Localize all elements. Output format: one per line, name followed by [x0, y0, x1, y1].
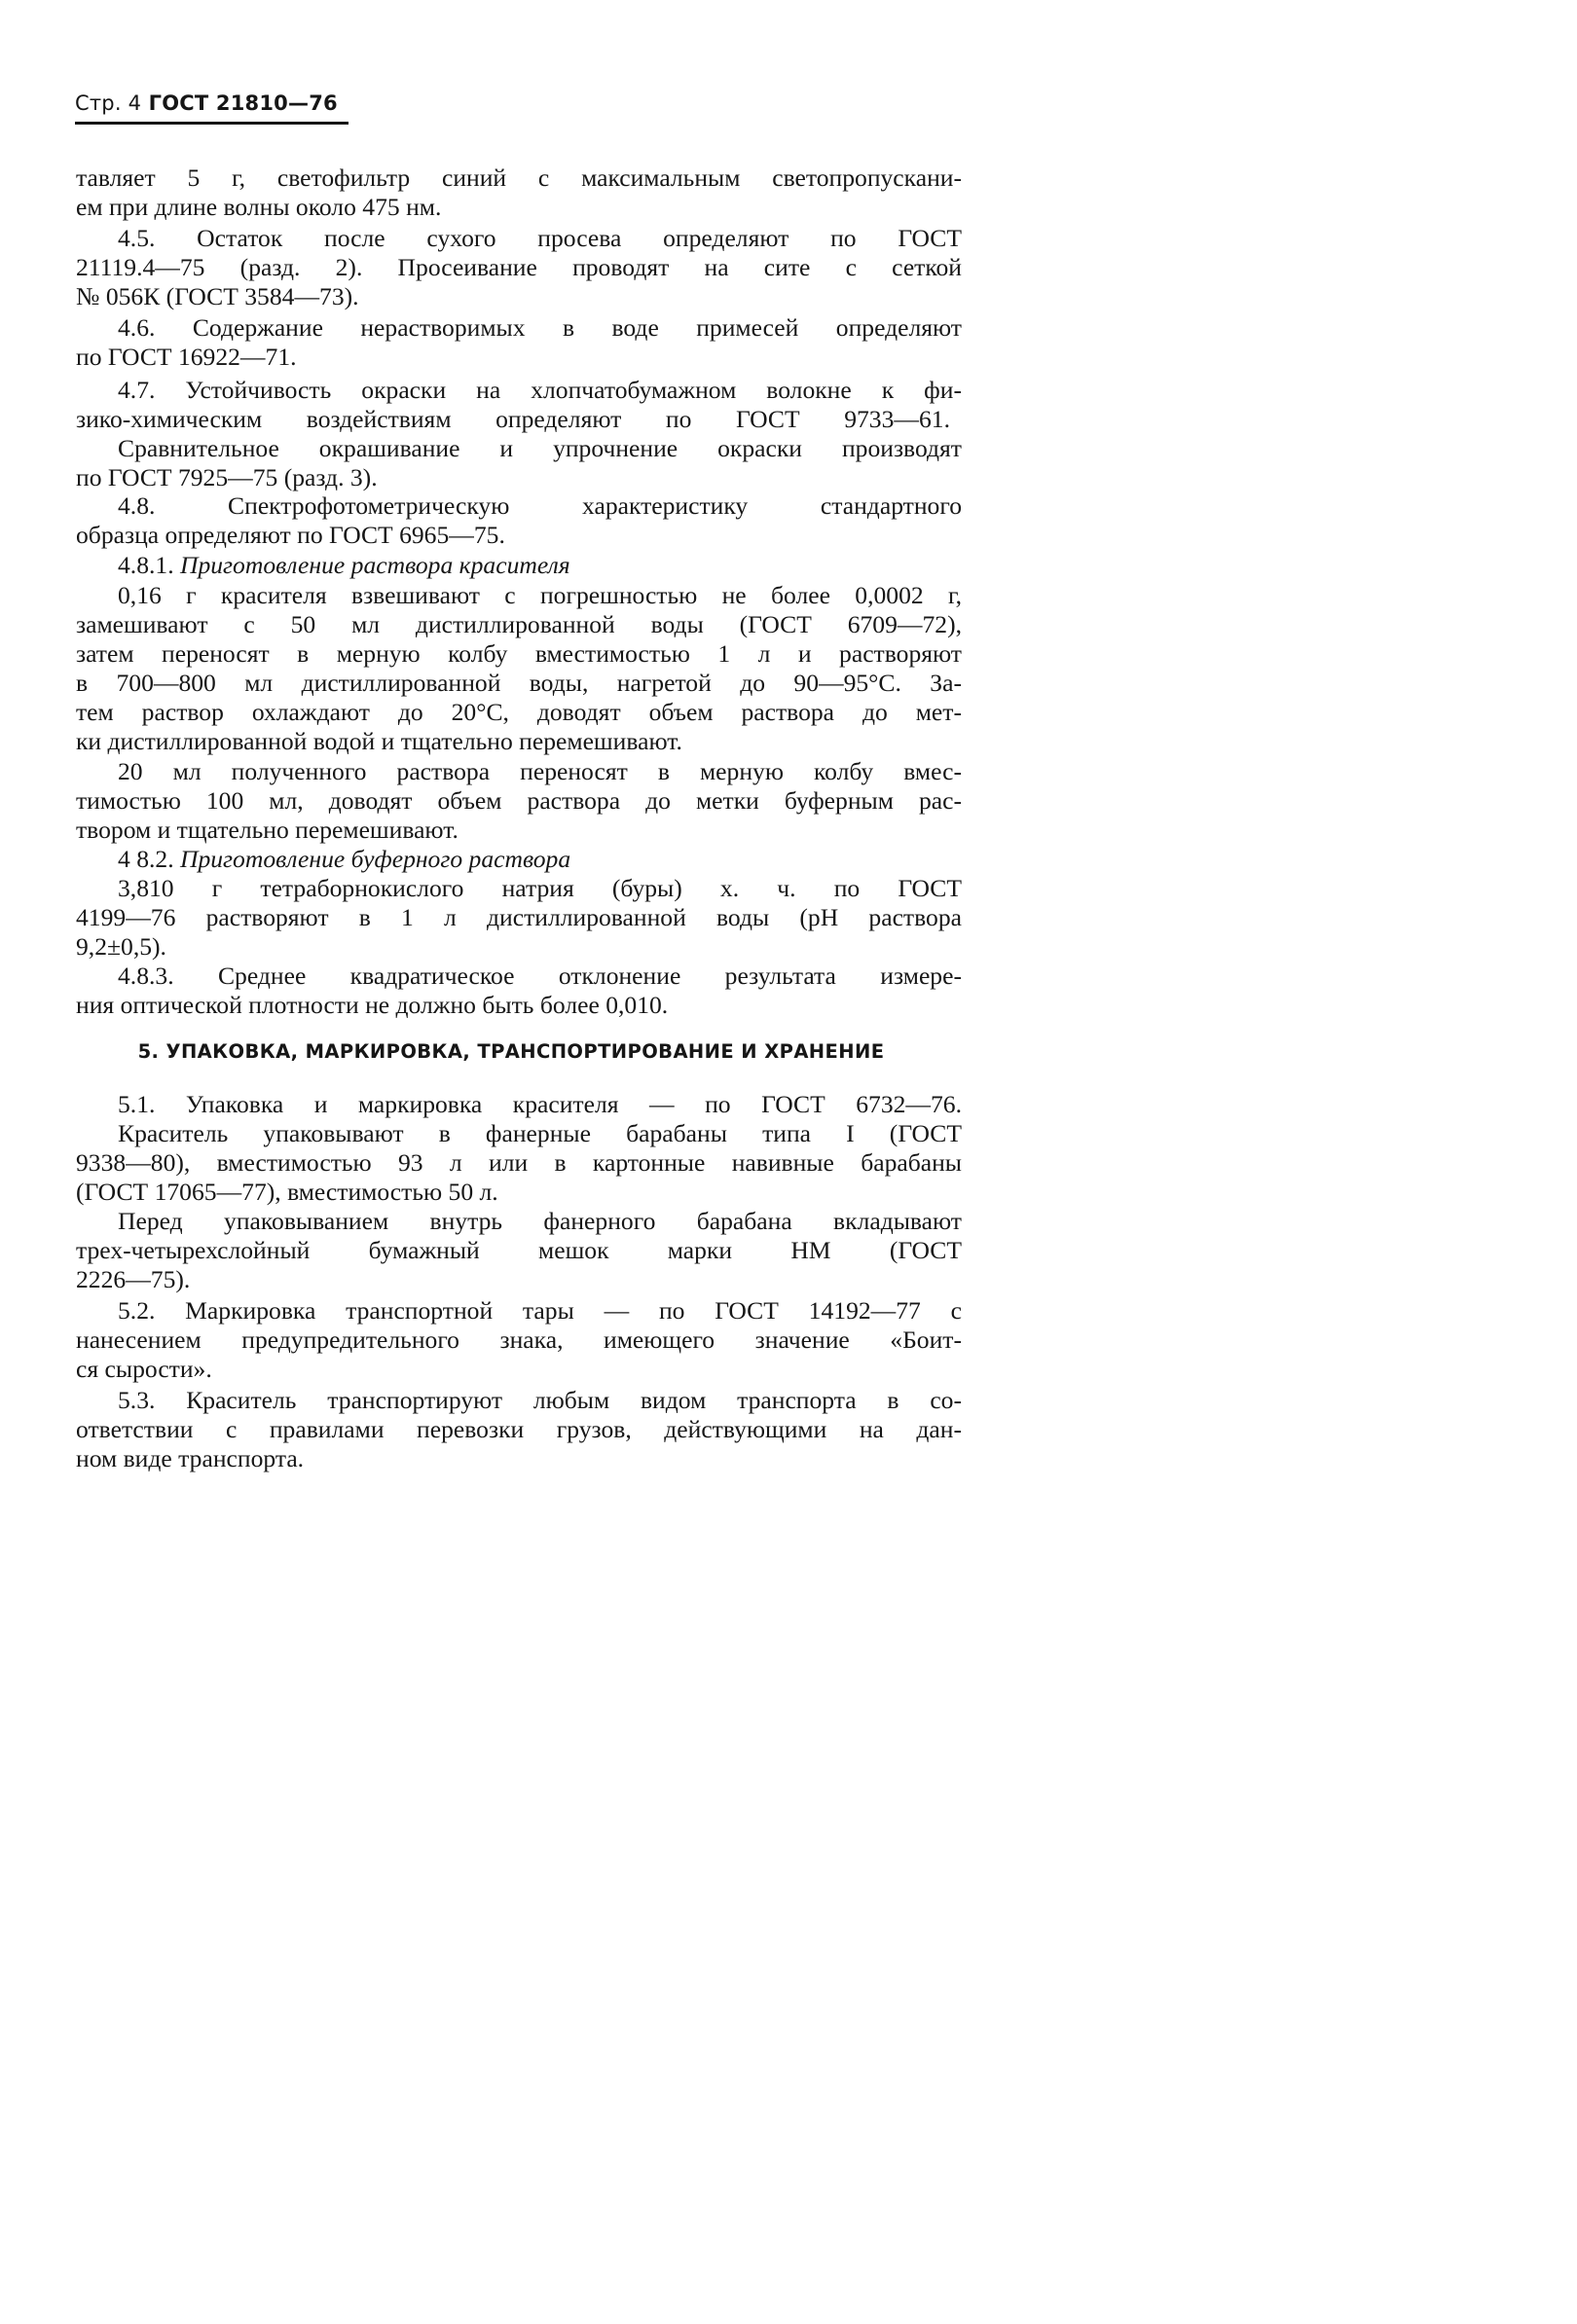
- text-line: замешивают с 50 мл дистиллированной воды (ГОСТ 6709—72),: [76, 610, 962, 638]
- subsection-title: Приготовление раствора красителя: [179, 551, 570, 579]
- text-line: 9338—80), вместимостью 93 л или в картонные навивные барабаны: [76, 1148, 962, 1177]
- text-line: тавляет 5 г, светофильтр синий с максимальным светопропускани-: [76, 163, 962, 192]
- text-line: 4.5. Остаток после сухого просева определяют по ГОСТ: [118, 224, 962, 252]
- text-line: по ГОСТ 16922—71.: [76, 343, 297, 371]
- header-rule: [75, 122, 348, 125]
- text-line: 5.3. Краситель транспортируют любым видом транспорта в со-: [118, 1386, 962, 1414]
- text-line: 4.7. Устойчивость окраски на хлопчатобумажном волокне к фи-: [118, 376, 962, 404]
- text-line: по ГОСТ 7925—75 (разд. 3).: [76, 463, 378, 491]
- text-line: ки дистиллированной водой и тщательно перемешивают.: [76, 727, 682, 755]
- page-header: [75, 91, 338, 115]
- subsection-4-8-2: [118, 845, 1004, 874]
- text-line: ся сырости».: [76, 1355, 212, 1383]
- text-line: ния оптической плотности не должно быть более 0,010.: [76, 991, 669, 1019]
- text-line: 20 мл полученного раствора переносят в мерную колбу вмес-: [118, 757, 962, 785]
- text-line: образца определяют по ГОСТ 6965—75.: [76, 521, 505, 549]
- text-line: Перед упаковыванием внутрь фанерного барабана вкладывают: [118, 1207, 962, 1235]
- text-line: в 700—800 мл дистиллированной воды, нагретой до 90—95°С. За-: [76, 669, 962, 697]
- text-line: 5.1. Упаковка и маркировка красителя — по ГОСТ 6732—76.: [118, 1090, 962, 1118]
- text-line: ном виде транспорта.: [76, 1444, 305, 1472]
- text-line: нанесением предупредительного знака, имеющего значение «Боит-: [76, 1325, 962, 1354]
- text-line: зико-химическим воздействиям определяют по ГОСТ 9733—61.: [76, 405, 950, 433]
- text-line: 9,2±0,5).: [76, 932, 166, 961]
- text-line: № 056К (ГОСТ 3584—73).: [76, 282, 359, 310]
- text-line: 21119.4—75 (разд. 2). Просеивание проводят на сите с сеткой: [76, 253, 962, 281]
- text-line: 0,16 г красителя взвешивают с погрешностью не более 0,0002 г,: [118, 581, 962, 609]
- subsection-number: 4.8.1.: [118, 551, 180, 579]
- document-page: [0, 0, 1022, 1518]
- section-5-heading: 5. УПАКОВКА, МАРКИРОВКА, ТРАНСПОРТИРОВАНИЕ И ХРАНЕНИЕ: [137, 1040, 885, 1063]
- subsection-title: Приготовление буферного раствора: [179, 845, 571, 873]
- text-line: твором и тщательно перемешивают.: [76, 816, 458, 844]
- text-line: 3,810 г тетраборнокислого натрия (буры) х. ч. по ГОСТ: [118, 874, 962, 902]
- text-line: тимостью 100 мл, доводят объем раствора до метки буферным рас-: [76, 786, 962, 815]
- page-label: Стр. 4: [75, 91, 142, 115]
- text-line: (ГОСТ 17065—77), вместимостью 50 л.: [76, 1178, 498, 1206]
- subsection-number: 4 8.2.: [118, 845, 180, 873]
- text-line: Сравнительное окрашивание и упрочнение окраски производят: [118, 434, 962, 462]
- text-line: 4.8.3. Среднее квадратическое отклонение результата измере-: [118, 962, 962, 990]
- text-line: ем при длине волны около 475 нм.: [76, 193, 442, 221]
- doc-id: ГОСТ 21810—76: [148, 91, 338, 115]
- text-line: 4199—76 растворяют в 1 л дистиллированной воды (pH раствора: [76, 903, 962, 931]
- subsection-4-8-1: [118, 551, 1004, 580]
- text-line: 2226—75).: [76, 1265, 191, 1293]
- text-line: ответствии с правилами перевозки грузов, действующими на дан-: [76, 1415, 962, 1443]
- text-line: Краситель упаковывают в фанерные барабаны типа I (ГОСТ: [118, 1119, 962, 1147]
- text-line: затем переносят в мерную колбу вместимостью 1 л и растворяют: [76, 639, 962, 668]
- text-line: 4.8. Спектрофотометрическую характеристику стандартного: [118, 491, 962, 520]
- text-line: трех-четырехслойный бумажный мешок марки НМ (ГОСТ: [76, 1236, 962, 1264]
- text-line: тем раствор охлаждают до 20°С, доводят объем раствора до мет-: [76, 698, 962, 726]
- text-line: 5.2. Маркировка транспортной тары — по ГОСТ 14192—77 с: [118, 1296, 962, 1325]
- text-line: 4.6. Содержание нерастворимых в воде примесей определяют: [118, 313, 962, 342]
